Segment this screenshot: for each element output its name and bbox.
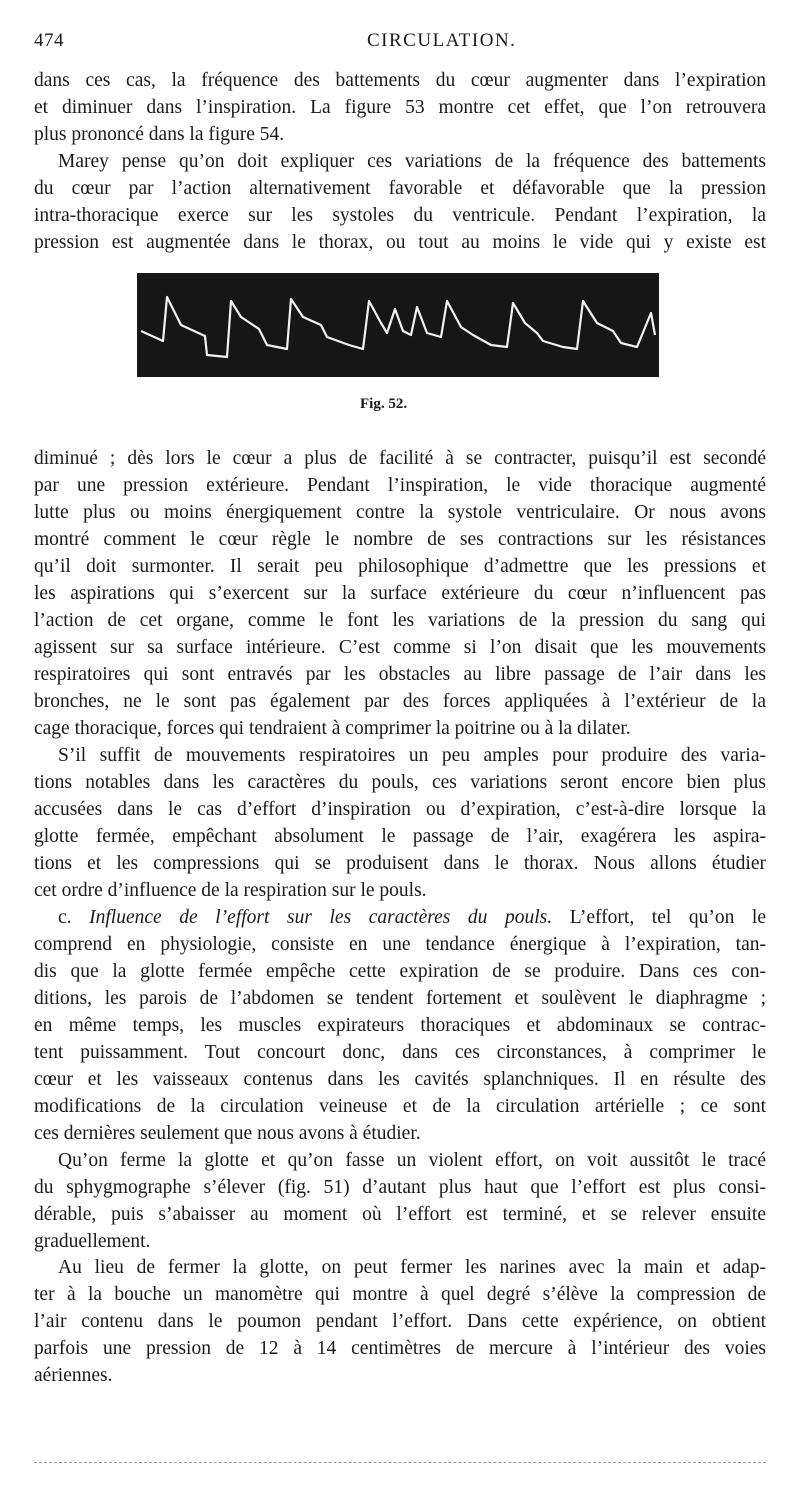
text-line: intra-thoracique exerce sur les systoles du ventricule. Pendant l’expiration, la — [34, 205, 766, 226]
text-line: par une pression extérieure. Pendant l’inspiration, le vide thoracique augmenté — [34, 475, 766, 496]
running-title: CIRCULATION. — [367, 30, 517, 51]
section-c-first-line — [34, 904, 766, 931]
text-line: accusées dans le cas d’effort d’inspiration ou d’expiration, c’est-à-dire lorsque la — [34, 799, 766, 820]
text-line: qu’il doit surmonter. Il serait peu philosophique d’admettre que les pressions et — [34, 556, 766, 577]
text-line: cœur et les vaisseaux contenus dans les cavités splanchniques. Il en résulte des — [34, 1069, 766, 1090]
text-line: dans ces cas, la fréquence des battements du cœur augmenter dans l’expiration — [34, 70, 766, 91]
text-line: modifications de la circulation veineuse et de la circulation artérielle ; ce sont — [34, 1096, 766, 1117]
text-line: pression est augmentée dans le thorax, ou tout au moins le vide qui y existe est — [34, 232, 766, 253]
paragraph-4 — [34, 742, 766, 904]
text-line: parfois une pression de 12 à 14 centimètres de mercure à l’intérieur des voies — [34, 1338, 766, 1359]
text-line: graduellement. — [34, 1231, 151, 1252]
text-line: dis que la glotte fermée empêche cette expiration de se produire. Dans ces con- — [34, 961, 766, 982]
paragraph-3 — [34, 445, 766, 742]
text-line: bronches, ne le sont pas également par des forces appliquées à l’extérieur de la — [34, 691, 766, 712]
text-line: comprend en physiologie, consiste en une tendance énergique à l’expiration, tan- — [34, 934, 766, 955]
text-line: Qu’on ferme la glotte et qu’on fasse un violent effort, on voit aussitôt le tracé — [58, 1150, 766, 1171]
pulse-trace-plot — [137, 273, 659, 377]
text-line: tions notables dans les caractères du pouls, ces variations seront encore bien plus — [34, 772, 766, 793]
text-line: ditions, les parois de l’abdomen se tendent fortement et soulèvent le diaphragme ; — [34, 988, 766, 1009]
text-line: dérable, puis s’abaisser au moment où l’effort est terminé, et se relever ensuite — [34, 1204, 766, 1225]
section-c — [34, 904, 766, 1147]
section-first-text: L’effort, tel qu’on le — [569, 907, 767, 928]
paragraph-2 — [34, 148, 766, 256]
text-line: tions et les compressions qui se produisent dans le thorax. Nous allons étudier — [34, 853, 766, 874]
text-line: aériennes. — [34, 1365, 113, 1386]
text-line: lutte plus ou moins énergiquement contre la systole ventriculaire. Or nous avons — [34, 502, 766, 523]
section-label: c. — [58, 907, 72, 928]
figure-caption: Fig. 52. — [360, 396, 408, 412]
text-line: l’air contenu dans le poumon pendant l’effort. Dans cette expérience, on obtient — [34, 1311, 766, 1332]
text-line: tent puissamment. Tout concourt donc, dans ces circonstances, à comprimer le — [34, 1042, 766, 1063]
page-header — [34, 30, 764, 56]
paragraph-7 — [34, 1254, 766, 1389]
text-line: du cœur par l’action alternativement favorable et défavorable que la pression — [34, 178, 766, 199]
text-line: S’il suffit de mouvements respiratoires un peu amples pour produire des varia- — [58, 745, 766, 766]
text-line: Marey pense qu’on doit expliquer ces variations de la fréquence des battements — [58, 151, 766, 172]
text-line: ter à la bouche un manomètre qui montre à quel degré s’élève la compression de — [34, 1284, 766, 1305]
paragraph-6 — [34, 1147, 766, 1255]
section-heading: Influence de l’effort sur les caractères du pouls. — [89, 907, 553, 928]
text-line: respiratoires qui sont entravés par les obstacles au libre passage de l’air dans les — [34, 664, 766, 685]
text-line: du sphygmographe s’élever (fig. 51) d’autant plus haut que l’effort est plus consi- — [34, 1177, 766, 1198]
paragraph-1 — [34, 67, 766, 148]
text-line: diminué ; dès lors le cœur a plus de facilité à se contracter, puisqu’il est secondé — [34, 448, 766, 469]
text-line: cet ordre d’influence de la respiration sur le pouls. — [34, 880, 427, 901]
text-line: les aspirations qui s’exercent sur la surface extérieure du cœur n’influencent pas — [34, 583, 766, 604]
text-line: glotte fermée, empêchant absolument le passage de l’air, exagérera les aspira- — [34, 826, 766, 847]
text-line: plus prononcé dans la figure 54. — [34, 124, 285, 145]
text-line: ces dernières seulement que nous avons à étudier. — [34, 1123, 421, 1144]
text-line: montré comment le cœur règle le nombre de ses contractions sur les résistances — [34, 529, 766, 550]
pulse-trace-figure — [137, 273, 659, 377]
text-line: Au lieu de fermer la glotte, on peut fermer les narines avec la main et adap- — [58, 1257, 766, 1278]
footer-rule — [34, 1462, 766, 1463]
text-line: en même temps, les muscles expirateurs thoraciques et abdominaux se contrac- — [34, 1015, 766, 1036]
text-line: cage thoracique, forces qui tendraient à comprimer la poitrine ou à la dilater. — [34, 718, 631, 739]
page-number: 474 — [34, 30, 64, 51]
text-line: et diminuer dans l’inspiration. La figure 53 montre cet effet, que l’on retrouvera — [34, 97, 766, 118]
text-line: l’action de cet organe, comme le font les variations de la pression du sang qui — [34, 610, 766, 631]
text-line: agissent sur sa surface intérieure. C’est comme si l’on disait que les mouvements — [34, 637, 766, 658]
